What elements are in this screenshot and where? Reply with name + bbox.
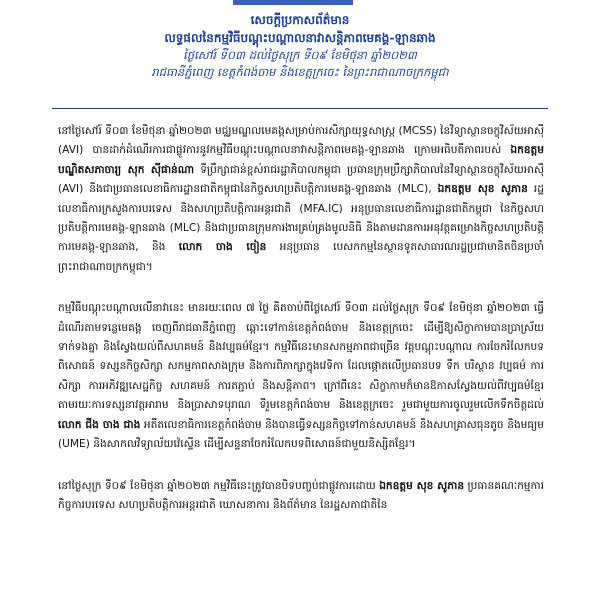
text-run: នៅថ្ងៃសៅរ៍ ទី០៣ ខែមិថុនា ឆ្នាំ២០២៣ មជ្ឈមណ្ឌលមេគង្គសម្រាប់ការសិក្សាយុទ្ធសាស្រ្ត (MCSS) នៃវិទ្យាស្ថានចក្ខុវិស័យអាស៊ី (AVI) បានដាក់ដំណើរការជាផ្លូវការនូវកម្មវិធីបណ្តុះបណ្តាលនាវាសន្តិភាពមេគង្គ-ឡានឆាង ក្រោមអធិបតីភាពរបស់ <box>58 125 544 157</box>
text-run: អតីតលេខាធិការខេត្តកំពង់ចាម និងបានធ្វើទស្សនកិច្ចទៅកាន់សហគមន៍ និងសហគ្រាសធុនតូច និងមធ្យម (UME) និងសាកលវិទ្យាល័យវ៉េស្ទើន ដើម្បីសន្ទនាចែករំលែកបទពិសោធន៍ជាមួយនិស្សិតខ្មែរ។ <box>58 418 544 451</box>
location-line: រាជធានីភ្នំពេញ ខេត្តកំពង់ចាម និងខេត្តក្រចេះ នៃព្រះរាជាណាចក្រកម្ពុជា <box>151 65 449 79</box>
paragraph-opening <box>58 122 544 277</box>
document-subtitle: លទ្ធផលនៃកម្មវិធីបណ្តុះបណ្តាលនាវាសន្តិភាពមេគង្គ-ឡានឆាង <box>164 31 436 45</box>
text-run: រដ្ឋលេខាធិការក្រសួងការបរទេស និងសហប្រតិបត្តិការអន្តរជាតិ (MFA.IC) អនុប្រធានលេខាធិការដ្ឋានជាតិកម្ពុជា នៃកិច្ចសហប្រតិបត្តិការមេគង្គ-ឡានឆាង (MLC) និងជាប្រធានក្រុមការងារគ្រប់គ្រងមូលនិធិ និងតាមដានការអនុវត្តគម្រោងកិច្ចសហប្រតិបត្តិការមេគង្គ-ឡានឆាង, និង <box>58 183 544 254</box>
person-name: ឯកឧត្តម សុខ សូភាន <box>437 183 528 196</box>
paragraph-closing <box>58 477 544 516</box>
person-name: ឯកឧត្តម សុខ សូភាន <box>379 479 465 492</box>
text-run: កម្មវិធីបណ្តុះបណ្តាលលើនាវានេះ មានរយៈពេល ៧ ថ្ងៃ គិតចាប់ពីថ្ងៃសៅរ៍ ទី០៣ ដល់ថ្ងៃសុក្រ ទី០៩ ខែមិថុនា ឆ្នាំ២០២៣ ធ្វើដំណើរតាមទន្លេមេគង្គ ចេញពីរាជធានីភ្នំពេញ ឆ្ពោះទៅកាន់ខេត្តកំពង់ចាម និងខេត្តក្រចេះ ដើម្បីឱ្យសិក្ខាកាមបានប្រាស្រ័យទាក់ទងគ្នា និងស្វែងយល់ពីសហគមន៍ និងវប្បធម៌ខ្មែរ។ កម្មវិធីនេះមានសកម្មភាពជាច្រើន វគ្គបណ្តុះបណ្តាល ការចែករំលែកបទពិសោធន៍ ទស្សនកិច្ចសិក្សា សកម្មភាពសាងក្រុម និងការពិភាក្សាក្នុងវេទិកា ដែលផ្តោតលើប្រធានបទ ទឹក បរិស្ថាន វប្បធម៌ ការសិក្សា ការអភិវឌ្ឍសេដ្ឋកិច្ច សហគមន៍ ការតភ្ជាប់ និងសន្តិភាព។ <box>58 302 544 392</box>
date-line: ថ្ងៃសៅរ៍ ទី០៣ ដល់ថ្ងៃសុក្រ ទី០៩ ខែមិថុនា ឆ្នាំ២០២៣ <box>183 48 417 62</box>
document-title: សេចក្តីប្រកាសព័ត៌មាន <box>250 13 350 27</box>
person-name: លោក ចាង ចៀន <box>178 241 267 254</box>
paragraph-program <box>58 299 544 454</box>
text-run: ទីប្រឹក្សាជាន់ខ្ពស់រាជរដ្ឋាភិបាលកម្ពុជា ប្រធានក្រុមប្រឹក្សាភិបាលនៃវិទ្យាស្ថានចក្ខុវិស័យអាស៊ី (AVI) និងជាប្រធានលេខាធិការដ្ឋានជាតិកម្ពុជានៃកិច្ចសហប្រតិបត្តិការមេគង្គ-ឡានឆាង (MLC), <box>58 163 544 196</box>
person-name: ឯកឧត្តមបណ្ឌិតសភាចារ្យ សុក ស៊ីផាន់ណា <box>58 144 544 176</box>
text-run: អនុប្រធាន បេសកកម្មនៃស្ថានទូតសាធារណរដ្ឋប្រជាមានិតចិនប្រចាំព្រះរាជាណាចក្រកម្ពុជា។ <box>58 241 544 273</box>
document-header <box>0 12 600 81</box>
text-run: នៅថ្ងៃសុក្រ ទី០៩ ខែមិថុនា ឆ្នាំ២០២៣ កម្មវិធីនេះត្រូវបានបិទបញ្ចប់ជាផ្លូវការដោយ <box>58 479 380 492</box>
header-divider <box>52 108 548 109</box>
header-accent-bar <box>233 0 353 5</box>
text-run: ប្រធានគណៈកម្មការកិច្ចការបរទេស សហប្រតិបត្តិការអន្តរជាតិ ឃោសនាការ និងព័ត៌មាន នៃរដ្ឋសភាជាតិនៃ <box>58 479 544 511</box>
text-run: ក្រៅពីនេះ សិក្ខាកាមក៏មានឱកាសស្វែងយល់ពីវប្បធម៌ខ្មែរ តាមរយៈការទស្សនាវត្តអារាម និងប្រាសាទបុរាណ ទីរួមខេត្តកំពង់ចាម និងខេត្តក្រចេះ រួមជាមួយការចូលរួមលើកទឹកចិត្តដល់ <box>58 379 544 412</box>
person-name: លោក ជីង ចាង ជាង <box>58 418 141 431</box>
document-body <box>58 122 544 537</box>
